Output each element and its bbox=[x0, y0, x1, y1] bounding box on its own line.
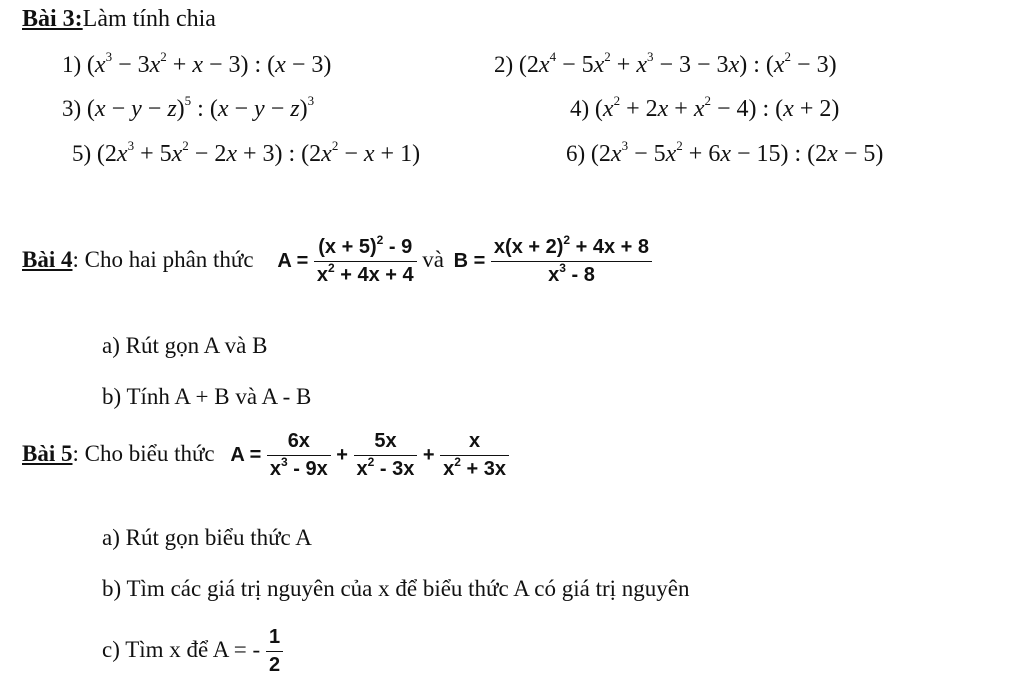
bai4-part-a: a) Rút gọn A và B bbox=[102, 333, 268, 358]
bai5-part-c bbox=[102, 626, 283, 677]
bai4-part-b: b) Tính A + B và A - B bbox=[102, 384, 312, 409]
bai3-item-6 bbox=[566, 138, 884, 168]
bai4-intro: : Cho hai phân thức bbox=[72, 246, 254, 272]
fraction-b: $\frac{x(x + 2)^2 + 4x + 8}{x^3 - 8}$ bbox=[491, 236, 652, 287]
expression: $(x^3 - 3x^2 + x - 3)$ : (x − 3) bbox=[86, 49, 332, 78]
expression: $(x - y - z)^5$ : $(x - y - z)^3$ bbox=[86, 93, 315, 122]
bai3-title: Làm tính chia bbox=[82, 6, 216, 32]
va-text: và bbox=[422, 246, 444, 272]
fraction-term-1: $\frac{6x}{x^3 - 9x}$ bbox=[267, 430, 331, 481]
fraction-term-2: $\frac{5x}{x^2 - 3x}$ bbox=[354, 430, 418, 481]
bai3-heading bbox=[22, 6, 216, 33]
bai5-label: Bài 5 bbox=[22, 440, 73, 466]
expression: $(2x^4 - 5x^2 + x^3 - 3 - 3x)$ : $(x^2 - 3)$ bbox=[518, 49, 837, 78]
bai5-part-c-text: c) Tìm x để A = - bbox=[102, 636, 261, 662]
bai3-item-3 bbox=[62, 93, 315, 123]
bai3-label: Bài 3: bbox=[22, 6, 83, 32]
item-number: 1) bbox=[62, 52, 82, 77]
item-number: 2) bbox=[494, 52, 514, 77]
item-number: 4) bbox=[570, 96, 590, 121]
bai5-intro: : Cho biểu thức bbox=[72, 440, 215, 466]
fraction-a-expression: A = $\frac{(x + 5)^2 - 9}{x^2 + 4x + 4}$ bbox=[277, 250, 422, 272]
bai3-item-1 bbox=[62, 49, 332, 79]
item-number: 6) bbox=[566, 141, 586, 166]
fraction-term-3: $\frac{x}{x^2 + 3x}$ bbox=[440, 430, 509, 481]
bai3-item-2 bbox=[494, 49, 837, 79]
bai4-label: Bài 4 bbox=[22, 246, 73, 272]
expression-a: A = $\frac{6x}{x^3 - 9x}$ + $\frac{5x}{x^2 - 3x}$ + $\frac{x}{x^2 + 3x}$ bbox=[230, 444, 509, 466]
bai5-part-a: a) Rút gọn biểu thức A bbox=[102, 525, 312, 550]
fraction-a: $\frac{(x + 5)^2 - 9}{x^2 + 4x + 4}$ bbox=[314, 236, 417, 287]
fraction-b-expression: B = $\frac{x(x + 2)^2 + 4x + 8}{x^3 - 8}$ bbox=[454, 250, 652, 272]
bai5-heading bbox=[22, 430, 509, 481]
bai3-item-4 bbox=[570, 93, 840, 123]
bai4-heading bbox=[22, 233, 652, 287]
item-number: 5) bbox=[72, 141, 92, 166]
expression: $(2x^3 + 5x^2 - 2x + 3)$ : $(2x^2 - x + 1)$ bbox=[96, 138, 421, 167]
bai5-part-b: b) Tìm các giá trị nguyên của x để biểu thức A có giá trị nguyên bbox=[102, 576, 690, 601]
expression: $(2x^3 - 5x^2 + 6x - 15)$ : (2x − 5) bbox=[590, 138, 884, 167]
item-number: 3) bbox=[62, 96, 82, 121]
fraction-one-half: $\frac{1}{2}$ bbox=[266, 640, 283, 662]
expression: $(x^2 + 2x + x^2 - 4)$ : (x + 2) bbox=[594, 93, 840, 122]
bai3-item-5 bbox=[72, 138, 421, 168]
